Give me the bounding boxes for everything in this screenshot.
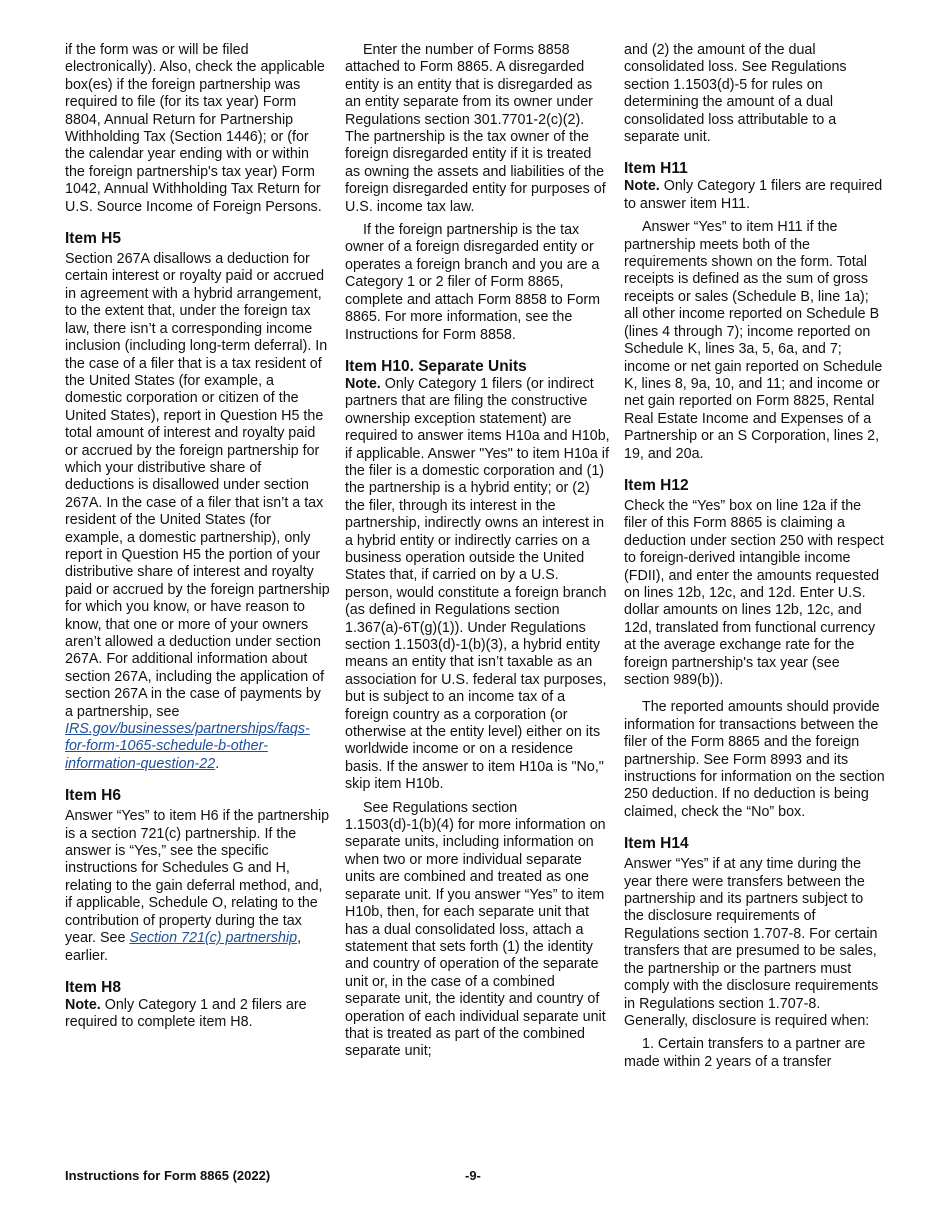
paragraph-intro: if the form was or will be filed electronically). Also, check the applicable box(es) if the foreign partnership was required to file (for its tax year) Form 8804, Annual Return for Partnership Withholding Tax (Section 1446); or (for the calendar year ending with or within the foreign partnership's tax year) Form 1042, Annual Withholding Tax Return for U.S. Source Income of Foreign Persons. (65, 42, 325, 215)
heading-item-h6: Item H6 (65, 787, 121, 805)
h6-text: Answer “Yes” to item H6 if the partnership is a section 721(c) partnership. If the answer is “Yes,” see the specific instructions for Schedules G and H, relating to the gain deferral method, and, if applicable, Schedule O, relating to the contribution of property during the tax year. See (65, 808, 330, 947)
paragraph-h5 (65, 251, 330, 773)
list-item-1: 1. Certain transfers to a partner are made within 2 years of a transfer (624, 1036, 866, 1070)
h5-end: . (215, 755, 220, 772)
paragraph-h11-note (624, 178, 886, 213)
column-1 (65, 42, 330, 1032)
h8-note-text: Only Category 1 and 2 filers are required to complete item H8. (65, 996, 307, 1031)
note-label: Note. (624, 178, 660, 195)
note-label: Note. (345, 375, 381, 392)
paragraph-dual-loss: and (2) the amount of the dual consolidated loss. See Regulations section 1.1503(d)-5 for rules on determining the amount of a dual consolidated loss attributable to a separate unit. (624, 42, 847, 146)
paragraph-h12: Check the “Yes” box on line 12a if the filer of this Form 8865 is claiming a deduction under section 250 with respect to foreign-derived intangible income (FDII), and enter the amounts requested on lines 12b, 12c, and 12d. Enter U.S. dollar amounts on lines 12b, 12c, and 12d, translated from functional currency at the average exchange rate for the foreign partnership's tax year (see section 989(b)). (624, 497, 884, 688)
paragraph-h11: Answer “Yes” to item H11 if the partnership meets both of the requirements shown on the form. Total receipts is defined as the sum of gross receipts or sales (Schedule B, line 1a); all other income reported on Schedule B (lines 4 through 7); income reported on Schedule K, lines 3a, 5, 6a, and 7; income or net gain reported on Schedule K, lines 8, 9a, 10, and 11; and income or net gain reported on Form 8825, Rental Real Estate Income and Expenses of a Partnership or an S Corporation, lines 2, 19, and 20a. (624, 219, 883, 462)
footer-title: Instructions for Form 8865 (2022) (65, 1168, 271, 1183)
heading-item-h11: Item H11 (624, 160, 688, 178)
h6-end: , earlier. (65, 930, 302, 964)
paragraph-h14: Answer “Yes” if at any time during the year there were transfers between the partnership and its partners subject to the disclosure requirements of Regulations section 1.707-8. For certain transfers that are presumed to be sales, the partnership or the partners must comply with the disclosure requirements in Regulations section 1.707-8. Generally, disclosure is required when: (624, 856, 879, 1029)
paragraph-h6 (65, 808, 330, 965)
heading-item-h10: Item H10. Separate Units (345, 357, 527, 375)
heading-item-h8: Item H8 (65, 978, 121, 996)
heading-item-h12: Item H12 (624, 476, 689, 494)
section-721c-link[interactable]: Section 721(c) partnership (129, 930, 298, 947)
heading-item-h5: Item H5 (65, 230, 121, 248)
paragraph-foreign-branch: If the foreign partnership is the tax owner of a foreign disregarded entity or operates a foreign branch and you are a Category 1 or 2 filer of Form 8865, complete and attach Form 8858 to Form 8865. For more information, see the Instructions for Form 8858. (345, 222, 601, 343)
irs-faq-link[interactable]: IRS.gov/businesses/partnerships/faqs-for-form-1065-schedule-b-other-information-question-22 (65, 721, 310, 772)
paragraph-h10-note (345, 376, 610, 794)
paragraph-h8-note (65, 997, 330, 1032)
column-3 (624, 42, 886, 1071)
page-number: -9- (465, 1168, 481, 1183)
h5-text: Section 267A disallows a deduction for certain interest or royalty paid or accrued in agreement with a hybrid arrangement, to the extent that, under the foreign tax law, there isn’t a corresponding income inclusion (including long-term deferral). In the case of a filer that is a tax resident of the United States (for example, a domestic corporation or citizen of the United States), report in Question H5 the total amount of interest and royalty paid or accrued by the foreign partnership for which your distributive share of deductions is disallowed under section 267A. In the case of a filer that isn’t a tax resident of the United States (for example, a domestic partnership), only report in Question H5 the portion of your distributive share of interest and royalty paid or accrued by the foreign partnership for which you know, or have reason to know, that one or more of your owners aren’t allowed a deduction under section 267A. For additional information about section 267A, including the application of section 267A in the case of payments by a partnership, see (65, 251, 330, 720)
paragraph-separate-units: See Regulations section 1.1503(d)-1(b)(4) for more information on separate units, including information on when two or more individual separate units are combined and treated as one separate unit. If you answer “Yes” to item H10b, then, for each separate unit that has a dual consolidated loss, attach a statement that sets forth (1) the identity and country of operation of the separate unit or, in the case of a combined separate unit, the identity and country of operation of each individual separate unit that is treated as part of the combined separate unit; (345, 799, 606, 1060)
paragraph-h12-reported: The reported amounts should provide information for transactions between the filer of the Form 8865 and the foreign partnership. See Form 8993 and its instructions for information on the section 250 deduction. If no deduction is being claimed, check the “No” box. (624, 699, 885, 820)
column-2 (345, 42, 610, 1061)
note-label: Note. (65, 996, 101, 1013)
h11-note-text: Only Category 1 filers are required to answer item H11. (624, 178, 883, 212)
paragraph-forms-8858: Enter the number of Forms 8858 attached to Form 8865. A disregarded entity is an entity that is disregarded as an entity separate from its owner under Regulations section 301.7701-2(c)(2). The partnership is the tax owner of the foreign disregarded entity if it is treated as owning the assets and liabilities of the foreign disregarded entity for purposes of U.S. income tax law. (345, 42, 606, 215)
heading-item-h14: Item H14 (624, 835, 689, 853)
h10-note-text: Only Category 1 filers (or indirect partners that are filing the constructive ownership exception statement) are required to answer items H10a and H10b, if applicable. Answer "Yes" to item H10a if the filer is a domestic corporation and (1) the partnership is a hybrid entity; or (2) the filer, through its interest in the partnership, indirectly owns an interest in a hybrid entity or indirectly carries on a business operation outside the United States that, if carried on by a U.S. person, would constitute a foreign branch (as defined in Regulations section 1.367(a)-6T(g)(1)). Under Regulations section 1.1503(d)-1(b)(3), a hybrid entity means an entity that isn’t taxable as an association for U.S. federal tax purposes, but is subject to an income tax of a foreign country as a corporation (or otherwise at the entity level) either on its worldwide income or on a residence basis. If the answer to item H10a is "No," skip item H10b. (345, 375, 610, 793)
